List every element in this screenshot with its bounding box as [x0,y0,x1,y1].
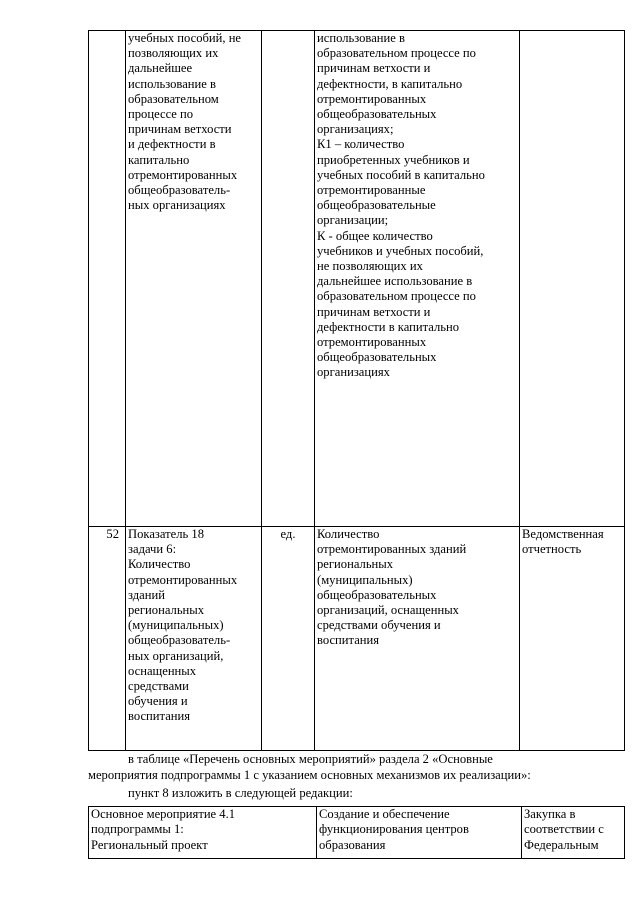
text-line: процессе по [128,107,194,122]
measures-table [88,806,625,859]
text-line: причинам ветхости и [317,304,431,319]
text-line: дальнейшее [128,61,193,76]
data-source-cell [520,527,625,751]
text-line: общеобразователь- [128,183,231,198]
table-row [89,527,625,751]
table-row [89,807,625,859]
text-line: учебных пособий в капитально [317,167,485,182]
paragraph-line: пункт 8 изложить в следующей редакции: [128,786,353,800]
text-line: общеобразовательных [317,350,437,365]
text-line: использование в [317,31,405,45]
text-line: образования [319,837,386,852]
text-line: (муниципальных) [128,618,224,633]
text-line: Создание и обеспечение [319,807,450,821]
text-line: зданий [128,587,165,602]
text-line: капитально [128,152,190,167]
text-line: причинам ветхости [128,122,232,137]
text-line: ных организациях [128,198,226,213]
text-line: Количество [128,557,191,572]
calculation-description-cell [315,527,520,751]
text-line: оснащенных [128,663,197,678]
text-line: средствами обучения и [317,618,441,633]
table-row [89,31,625,527]
text-line: Федеральным [524,837,599,852]
implementation-mechanism-cell [522,807,625,859]
text-line: организаций, оснащенных [317,603,459,618]
row-number-cell: 52 [89,527,126,751]
indicator-name-cell [126,527,262,751]
text-line: приобретенных учебников и [317,152,470,167]
measure-name-cell [89,807,317,859]
calculation-description-cell [315,31,520,527]
text-line: средствами [128,679,189,694]
text-line: общеобразовательных [317,107,437,122]
text-line: образовательном процессе по [317,46,476,61]
text-line: Показатель 18 [128,527,205,541]
indicators-table [88,30,625,751]
text-line: воспитания [128,709,191,724]
text-line: (муниципальных) [317,572,413,587]
text-line: дефектности, в капитально [317,76,463,91]
text-line: воспитания [317,633,380,648]
text-line: не позволяющих их [317,259,423,274]
unit-cell: ед. [262,527,315,751]
text-line: дальнейшее использование в [317,274,473,289]
text-line: региональных [128,603,205,618]
text-line: отремонтированных зданий [317,542,467,557]
text-line: дефектности в капитально [317,319,460,334]
text-line: учебников и учебных пособий, [317,243,484,258]
text-line: и дефектности в [128,137,216,152]
text-line: общеобразовательные [317,198,436,213]
data-source-cell [520,31,625,527]
text-line: отремонтированных [128,167,238,182]
measure-content-cell [317,807,522,859]
text-line: Основное мероприятие 4.1 [91,807,236,821]
text-line: задачи 6: [128,542,177,557]
text-line: общеобразовательных [317,587,437,602]
text-line: Ведомственная [522,527,604,541]
text-line: образовательном [128,91,219,106]
row-number-cell [89,31,126,527]
text-line: соответствии с [524,822,604,837]
text-line: общеобразователь- [128,633,231,648]
text-line: Закупка в [524,807,576,821]
paragraph-line: мероприятия подпрограммы 1 с указанием основных механизмов их реализации»: [88,768,531,782]
text-line: отремонтированных [128,572,238,587]
paragraph-line: в таблице «Перечень основных мероприятий» раздела 2 «Основные [128,752,493,766]
unit-cell [262,31,315,527]
text-line: К - общее количество [317,228,433,243]
text-line: отремонтированных [317,335,427,350]
text-line: причинам ветхости и [317,61,431,76]
text-line: позволяющих их [128,46,219,61]
text-line: функционирования центров [319,822,469,837]
text-line: Региональный проект [91,837,208,852]
text-line: ных организаций, [128,648,224,663]
text-line: образовательном процессе по [317,289,476,304]
text-line: учебных пособий, не [128,31,242,45]
text-line: организации; [317,213,389,228]
text-line: отремонтированных [317,91,427,106]
text-line: организациях [317,365,390,380]
text-line: организациях; [317,122,394,137]
text-line: обучения и [128,694,188,709]
text-line: подпрограммы 1: [91,822,184,837]
text-line: отчетность [522,542,582,557]
text-line: региональных [317,557,394,572]
text-line: К1 – количество [317,137,405,152]
text-line: отремонтированные [317,183,426,198]
text-line: Количество [317,527,380,541]
text-line: использование в [128,76,216,91]
indicator-name-cell [126,31,262,527]
